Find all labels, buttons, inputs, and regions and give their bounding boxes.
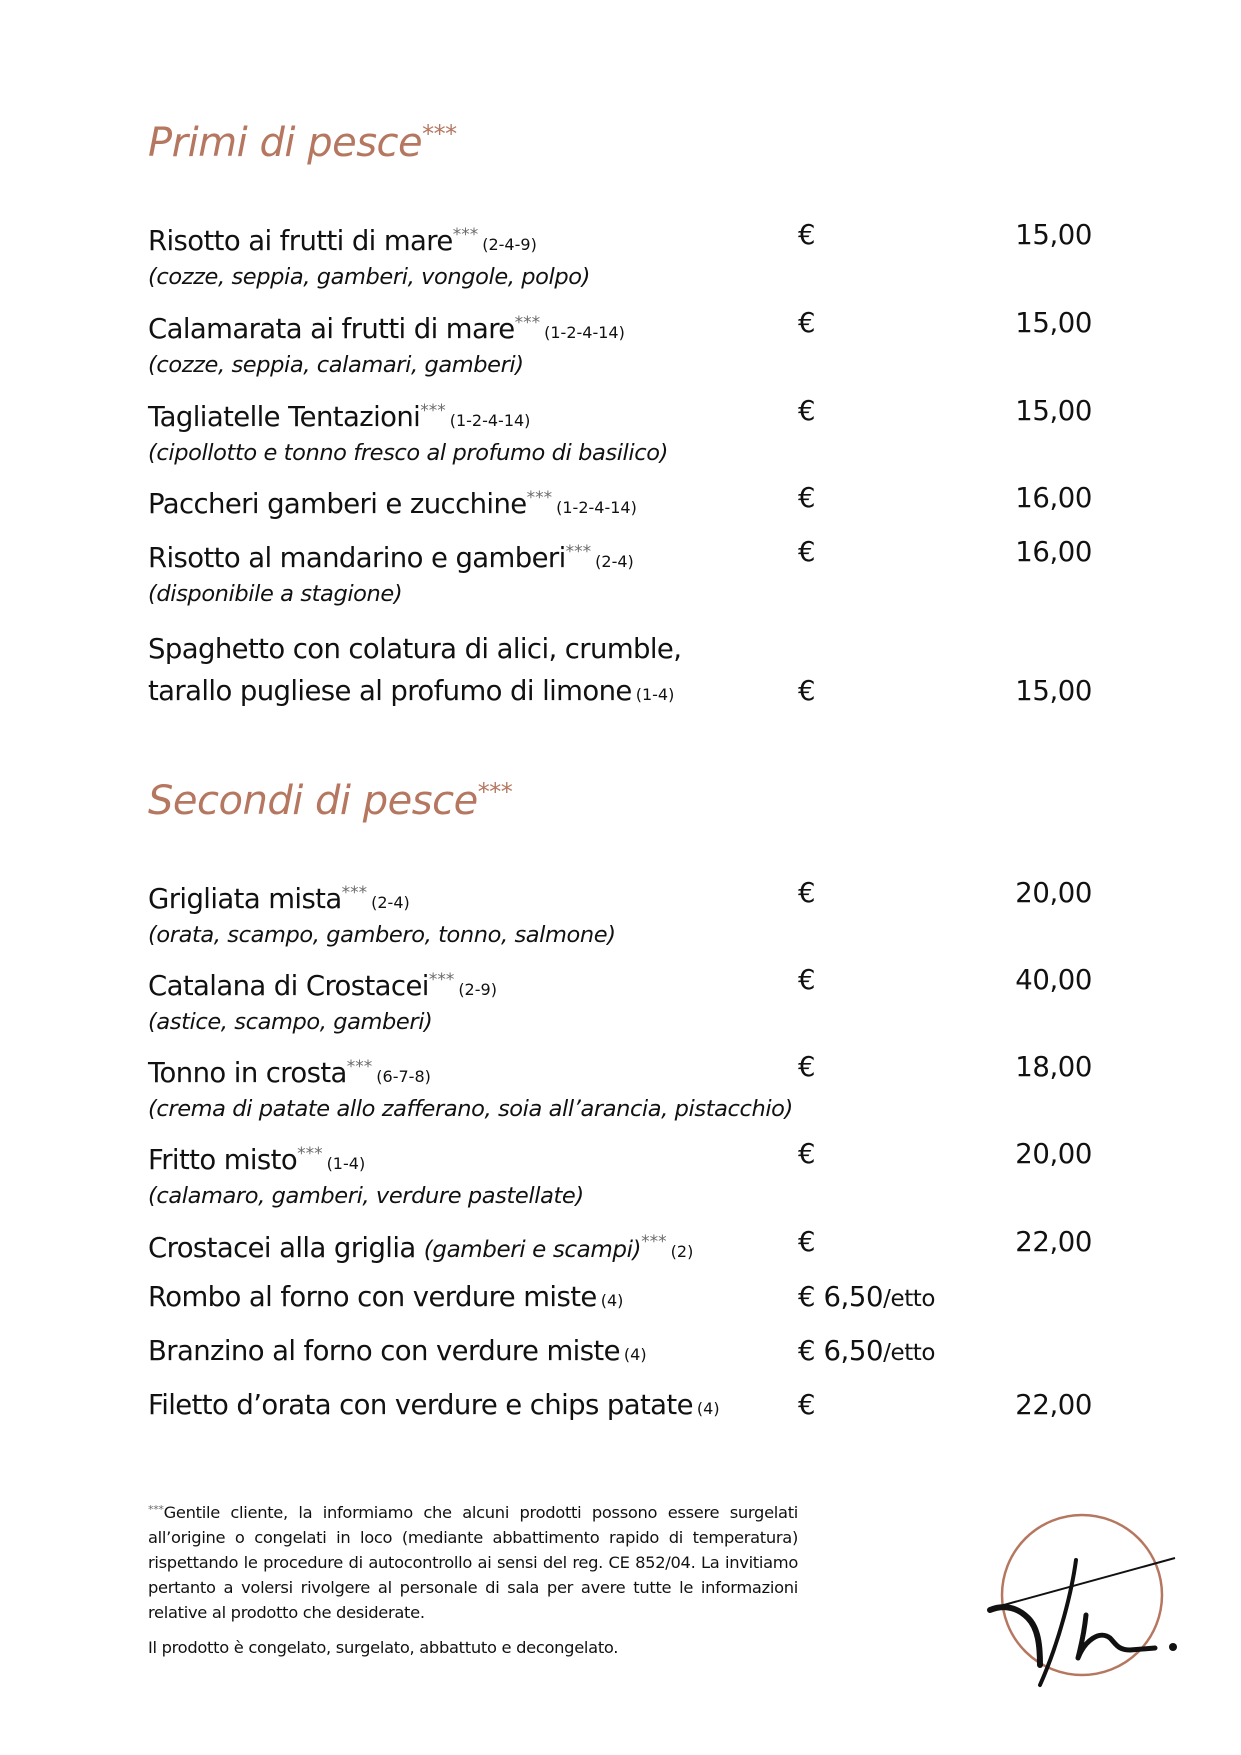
allergen-codes: (2): [670, 1242, 694, 1261]
item-name: Risotto al mandarino e gamberi: [148, 542, 566, 574]
euro-symbol: €: [798, 1389, 816, 1421]
allergen-codes: (4): [600, 1291, 624, 1310]
item-name: Grigliata mista: [148, 883, 342, 915]
allergen-codes: (1-4): [635, 685, 675, 704]
allergen-codes: (4): [696, 1399, 720, 1418]
frozen-marker: ***: [428, 970, 455, 990]
item-name-continued: tarallo pugliese al profumo di limone: [148, 675, 632, 707]
item-description: (crema di patate allo zafferano, soia all’arancia, pistacchio): [148, 1096, 793, 1122]
frozen-marker: ***: [422, 120, 457, 148]
euro-symbol: €: [798, 395, 816, 427]
menu-item: [148, 535, 1098, 609]
euro-symbol: €: [798, 1335, 816, 1367]
item-name: Rombo al forno con verdure miste: [148, 1281, 597, 1313]
menu-item: [148, 306, 1098, 380]
frozen-marker: ***: [420, 401, 446, 421]
allergen-codes: (2-9): [458, 980, 497, 999]
allergen-codes: (1-2-4-14): [544, 323, 625, 342]
menu-item: [148, 1334, 1098, 1372]
allergen-codes: (2-4): [371, 893, 410, 912]
item-name: Catalana di Crostacei: [148, 970, 429, 1002]
menu-item: [148, 1280, 1098, 1318]
euro-symbol: €: [798, 1138, 816, 1170]
menu-item: [148, 876, 1098, 950]
euro-symbol: €: [798, 482, 816, 514]
frozen-marker: ***: [477, 778, 513, 806]
section-title-secondi: Secondi di pesce***: [148, 778, 513, 824]
section-title-primi: Primi di pesce***: [148, 120, 457, 166]
frozen-marker: ***: [148, 1503, 164, 1516]
euro-symbol: €: [798, 877, 816, 909]
disclaimer-text: Il prodotto è congelato, surgelato, abbattuto e decongelato.: [148, 1638, 619, 1657]
menu-item: [148, 481, 1098, 525]
item-description: (calamaro, gamberi, verdure pastellate): [148, 1183, 584, 1209]
menu-item: [148, 963, 1098, 1037]
euro-symbol: €: [798, 675, 816, 707]
euro-symbol: €: [798, 307, 816, 339]
price-unit: /etto: [883, 1340, 936, 1366]
item-name: Tonno in crosta: [148, 1057, 347, 1089]
euro-symbol: €: [798, 536, 816, 568]
menu-item: [148, 1137, 1098, 1211]
item-name: Crostacei alla griglia: [148, 1232, 416, 1264]
euro-symbol: €: [798, 964, 816, 996]
item-description: (astice, scampo, gamberi): [148, 1009, 433, 1035]
item-description: (orata, scampo, gambero, tonno, salmone): [148, 922, 616, 948]
menu-item: [148, 1225, 1098, 1269]
item-name: Risotto ai frutti di mare: [148, 225, 453, 257]
item-name: Calamarata ai frutti di mare: [148, 313, 515, 345]
frozen-marker: ***: [346, 1057, 373, 1077]
item-name: Paccheri gamberi e zucchine: [148, 488, 527, 520]
allergen-codes: (1-4): [326, 1154, 366, 1173]
price-unit: /etto: [883, 1286, 936, 1312]
frozen-marker: ***: [452, 225, 479, 245]
item-name: Spaghetto con colatura di alici, crumble,: [148, 633, 682, 665]
allergen-codes: (1-2-4-14): [556, 498, 637, 517]
frozen-marker: ***: [641, 1232, 667, 1252]
item-description: (gamberi e scampi): [423, 1237, 642, 1263]
frozen-marker: ***: [341, 883, 368, 903]
menu-item: [148, 218, 1098, 292]
frozen-products-note: [148, 1497, 798, 1660]
frozen-marker: ***: [526, 488, 553, 508]
menu-item: [148, 628, 1098, 716]
menu-item: [148, 394, 1098, 468]
frozen-marker: ***: [514, 313, 541, 333]
allergen-codes: (6-7-8): [376, 1067, 431, 1086]
item-name: Branzino al forno con verdure miste: [148, 1335, 620, 1367]
item-name: Fritto misto: [148, 1144, 298, 1176]
allergen-codes: (2-4-9): [482, 235, 537, 254]
allergen-codes: (1-2-4-14): [449, 411, 531, 430]
allergen-codes: (4): [623, 1345, 647, 1364]
signature-monogram-logo-icon: [960, 1500, 1180, 1700]
euro-symbol: €: [798, 219, 816, 251]
menu-item: [148, 1388, 1098, 1426]
note-text: Gentile cliente, la informiamo che alcuni prodotti possono essere surgelati all’origine o congelati in loco (mediante abbattimento rapido di temperatura) rispettando le procedure di autocontrollo ai sensi del reg. CE 852/04. La invitiamo pertanto a volersi rivolgere al personale di sala per avere tutte le informazioni relative al prodotto che desiderate.: [148, 1503, 798, 1622]
frozen-marker: ***: [297, 1144, 323, 1164]
item-description: (disponibile a stagione): [148, 581, 403, 607]
item-name: Filetto d’orata con verdure e chips patate: [148, 1389, 693, 1421]
item-description: (cozze, seppia, calamari, gamberi): [148, 352, 524, 378]
item-description: (cipollotto e tonno fresco al profumo di basilico): [148, 440, 668, 466]
euro-symbol: €: [798, 1281, 816, 1313]
euro-symbol: €: [798, 1051, 816, 1083]
euro-symbol: €: [798, 1226, 816, 1258]
item-name: Tagliatelle Tentazioni: [148, 401, 421, 433]
menu-item: [148, 1050, 1098, 1124]
item-description: (cozze, seppia, gamberi, vongole, polpo): [148, 264, 590, 290]
allergen-codes: (2-4): [595, 552, 634, 571]
frozen-marker: ***: [565, 542, 592, 562]
